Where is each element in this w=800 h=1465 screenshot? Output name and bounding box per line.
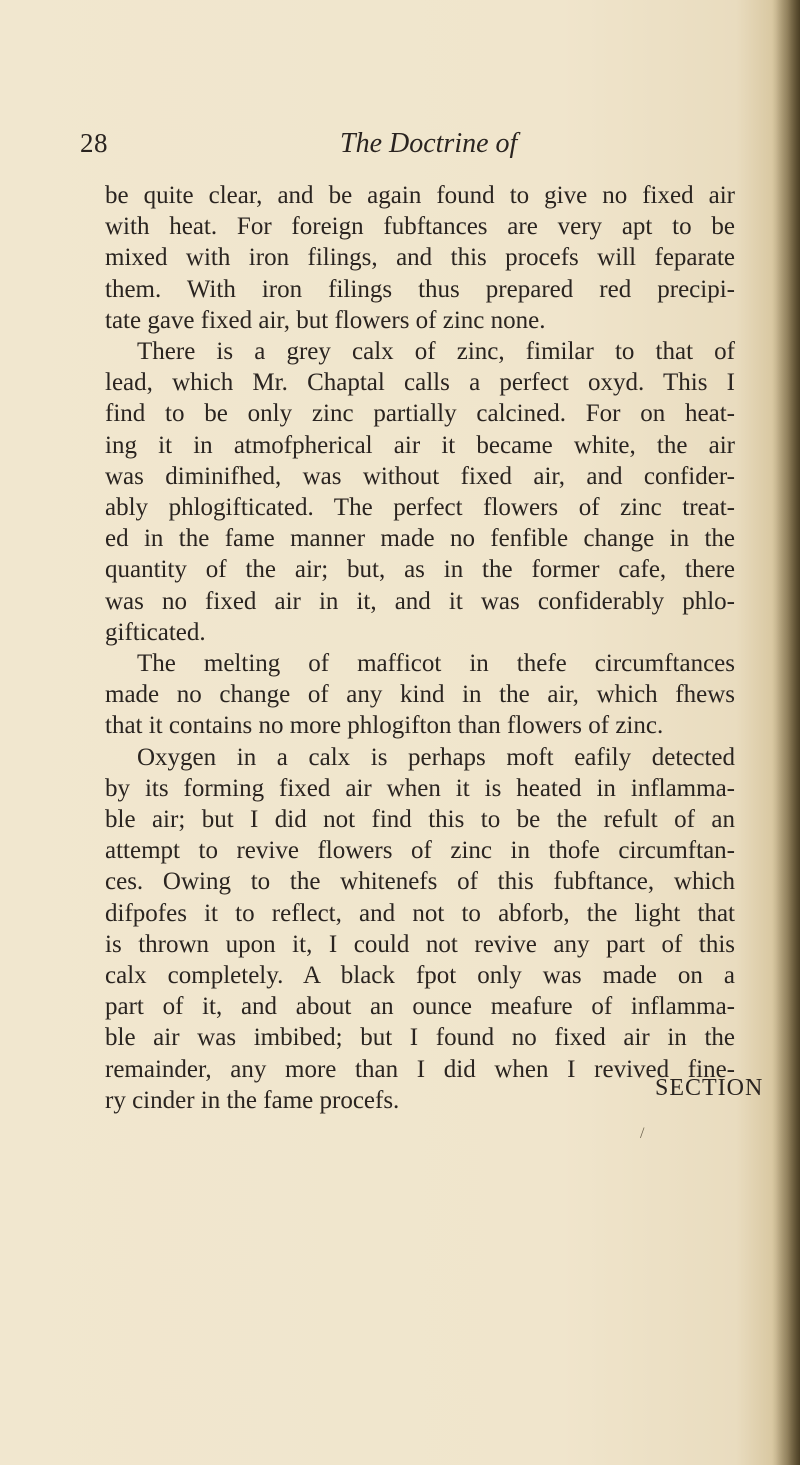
text-line: mixed with iron filings, and this procefs will feparate — [105, 244, 735, 272]
text-line: quantity of the air; but, as in the former cafe, there — [105, 556, 735, 584]
page-edge-shadow — [772, 0, 800, 1465]
page-header — [80, 128, 720, 168]
body-text — [105, 180, 735, 1116]
text-line: ry cinder in the fame procefs. — [105, 1086, 400, 1114]
text-line: find to be only zinc partially calcined. For on heat- — [105, 400, 735, 428]
text-line: be quite clear, and be again found to give no fixed air — [105, 182, 735, 209]
page-number: 28 — [80, 128, 108, 158]
running-head: The Doctrine of — [340, 128, 518, 159]
catchword: SECTION — [655, 1075, 764, 1101]
text-line: calx completely. A black fpot only was made on a — [105, 962, 735, 990]
text-line: ing it in atmofpherical air it became white, the air — [105, 431, 735, 459]
text-line: difpofes it to reflect, and not to abforb, the light that — [105, 899, 735, 927]
text-line: by its forming fixed air when it is heated in inflamma- — [105, 774, 735, 802]
text-line: remainder, any more than I did when I revived fine- — [105, 1055, 735, 1083]
text-line: is thrown upon it, I could not revive any part of this — [105, 930, 735, 958]
text-line: part of it, and about an ounce meafure of inflamma- — [105, 993, 735, 1021]
text-line: lead, which Mr. Chaptal calls a perfect oxyd. This I — [105, 369, 735, 397]
text-line: ably phlogifticated. The perfect flowers of zinc treat- — [105, 494, 735, 522]
text-line: tate gave fixed air, but flowers of zinc none. — [105, 306, 546, 334]
text-line: ble air was imbibed; but I found no fixed air in the — [105, 1024, 735, 1052]
text-line: ed in the fame manner made no fenfible change in the — [105, 525, 735, 553]
stray-ink-mark: / — [640, 1125, 645, 1142]
paragraph-start-line: There is a grey calx of zinc, fimilar to that of — [137, 338, 735, 366]
text-line: them. With iron filings thus prepared red precipi- — [105, 275, 735, 303]
text-line: was no fixed air in it, and it was confiderably phlo- — [105, 587, 735, 615]
text-line: attempt to revive flowers of zinc in thofe circumftan- — [105, 837, 735, 865]
text-line: was diminifhed, was without fixed air, and confider- — [105, 462, 735, 490]
paragraph-start-line: Oxygen in a calx is perhaps moft eafily detected — [137, 743, 735, 771]
text-line: made no change of any kind in the air, which fhews — [105, 681, 735, 709]
text-line: gifticated. — [105, 618, 206, 646]
text-line: with heat. For foreign fubftances are very apt to be — [105, 213, 735, 241]
text-line: ces. Owing to the whitenefs of this fubftance, which — [105, 868, 735, 896]
paragraph-start-line: The melting of mafficot in thefe circumftances — [137, 650, 735, 678]
text-line: ble air; but I did not find this to be the refult of an — [105, 806, 735, 834]
text-line: that it contains no more phlogifton than flowers of zinc. — [105, 712, 664, 740]
